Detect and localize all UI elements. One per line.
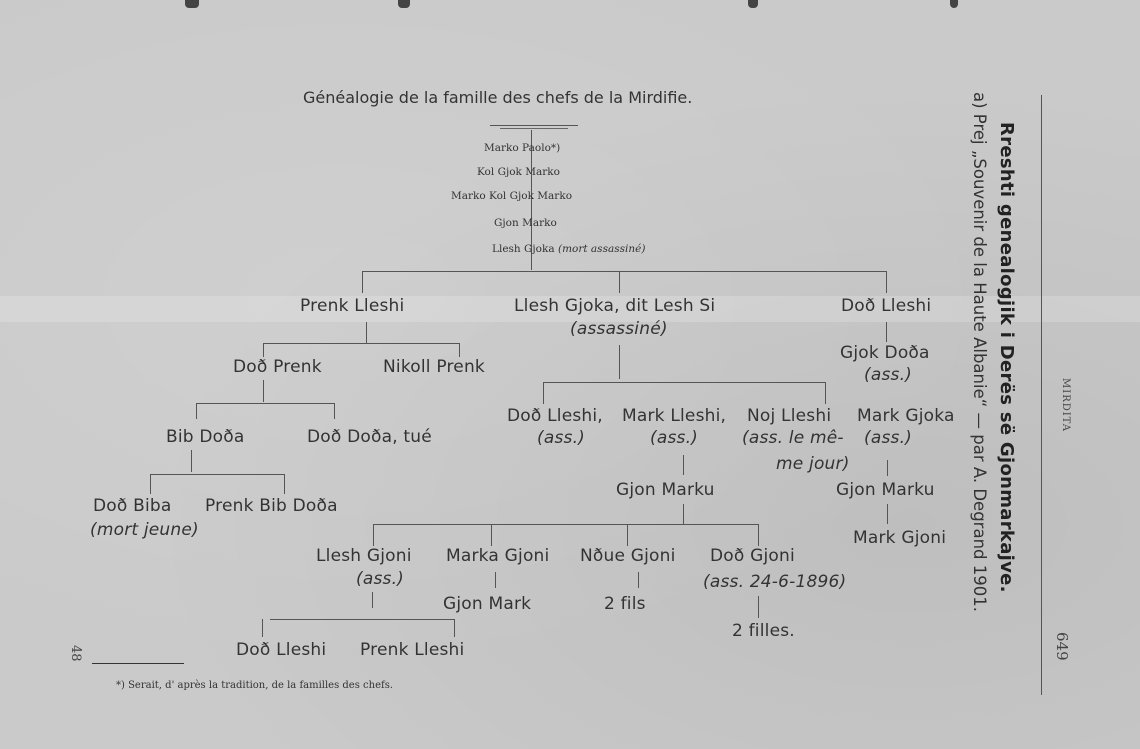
tree-node: Doð Doða, tué — [307, 427, 432, 447]
tree-node: Nikoll Prenk — [383, 357, 485, 377]
tree-node: Llesh Gjoka, dit Lesh Si — [514, 296, 716, 316]
tree-node: Llesh Gjoni — [316, 546, 412, 566]
tree-node: Mark Gjoka — [857, 406, 955, 426]
tree-node: Doð Prenk — [233, 357, 322, 377]
scan-mark — [748, 0, 758, 8]
tree-node: Bib Doða — [166, 427, 245, 447]
tree-node: Doð Gjoni — [710, 546, 795, 566]
tree-node-note: (ass.) — [864, 365, 912, 385]
tree-node-note: (assassiné) — [570, 319, 668, 339]
tree-node-note: (ass. 24-6-1896) — [703, 572, 847, 592]
tree-node: Prenk Bib Doða — [205, 496, 338, 516]
page-number-left: 48 — [68, 645, 83, 662]
tree-node-note: (ass.) — [650, 428, 698, 448]
tree-node: Mark Lleshi, — [622, 406, 727, 426]
tree-node-note: (ass. le mê- — [742, 428, 844, 448]
footnote-rule — [92, 663, 184, 664]
tree-node: Gjon Mark — [443, 594, 532, 614]
page-number-right: 649 — [1053, 632, 1071, 661]
tree-node: Gjon Marko — [494, 217, 557, 229]
tree-node: Doð Lleshi — [236, 640, 327, 660]
tree-node: Kol Gjok Marko — [477, 166, 560, 178]
tree-node-note: (ass.) — [864, 428, 912, 448]
tree-node: Marko Kol Gjok Marko — [451, 190, 573, 202]
tree-node: Gjon Marku — [836, 480, 935, 500]
tree-node-note: (ass.) — [537, 428, 585, 448]
running-head: MIRDITA — [1060, 378, 1071, 433]
tree-node: Llesh Gjoka (mort assassiné) — [492, 243, 646, 255]
scan-mark — [185, 0, 199, 8]
tree-node: Doð Lleshi, — [507, 406, 603, 426]
tree-node-note: me jour) — [776, 454, 850, 474]
tree-node-note: (mort jeune) — [90, 520, 199, 540]
tree-node: 2 filles. — [732, 621, 795, 641]
tree-node: Nðue Gjoni — [580, 546, 676, 566]
tree-node-note: (ass.) — [356, 569, 404, 589]
tree-node: Doð Biba — [93, 496, 172, 516]
side-subtitle: a) Prej „Souvenir de la Haute Albanie“ — par A. Degrand 1901. — [970, 92, 989, 612]
tree-node: 2 fils — [604, 594, 646, 614]
tree-node: Gjon Marku — [616, 480, 715, 500]
title-rule — [500, 128, 568, 129]
tree-node: Marka Gjoni — [446, 546, 550, 566]
tree-node: Prenk Lleshi — [300, 296, 405, 316]
side-rule — [1041, 95, 1042, 695]
page-title: Généalogie de la famille des chefs de la Mirdifie. — [303, 88, 693, 107]
tree-node: Gjok Doða — [840, 343, 930, 363]
tree-node: Noj Lleshi — [747, 406, 832, 426]
tree-node: Prenk Lleshi — [360, 640, 465, 660]
scan-mark — [950, 0, 958, 8]
side-heading: Rreshti genealogjik i Derës së Gjonmarkajve. — [996, 122, 1017, 593]
tree-node: Mark Gjoni — [853, 528, 947, 548]
tree-node: Marko Paolo*) — [484, 142, 561, 154]
title-rule — [490, 125, 578, 126]
scan-mark — [398, 0, 410, 8]
footnote: *) Serait, d' après la tradition, de la familles des chefs. — [116, 680, 394, 691]
tree-node: Doð Lleshi — [841, 296, 932, 316]
